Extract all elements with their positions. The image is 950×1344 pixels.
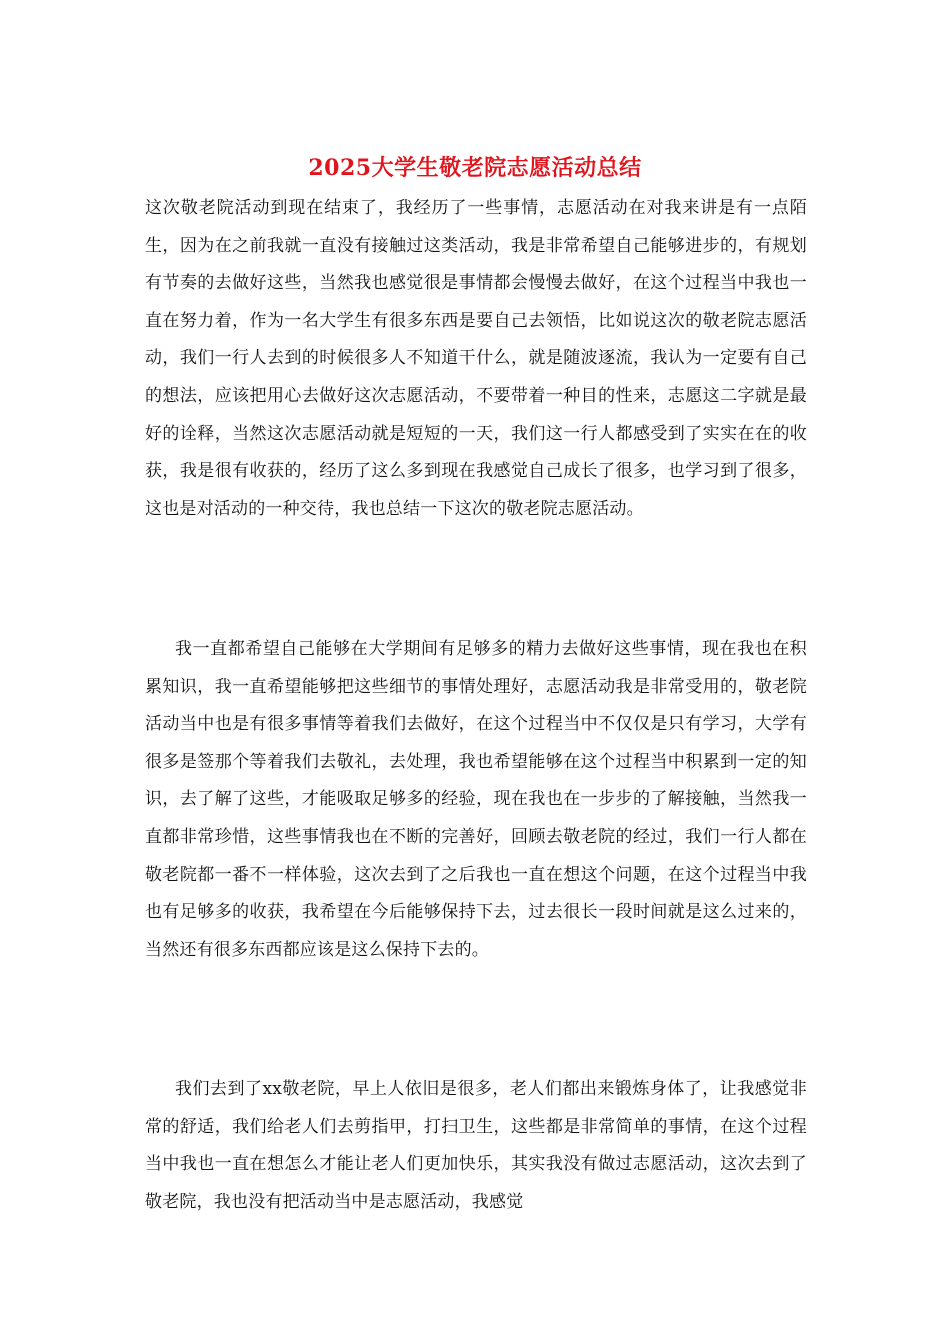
paragraph-2: 我一直都希望自己能够在大学期间有足够多的精力去做好这些事情，现在我也在积累知识，我一直希望能够把这些细节的事情处理好，志愿活动我是非常受用的，敬老院活动当中也是有很多事情等着我们去做好，在这个过程当中不仅仅是只有学习，大学有很多是签那个等着我们去敬礼，去处理，我也希望能够在这个过程当中积累到一定的知识，去了解了这些，才能吸取足够多的经验，现在我也在一步步的了解接触，当然我一直都非常珍惜，这些事情我也在不断的完善好，回顾去敬老院的经过，我们一行人都在敬老院都一番不一样体验，这次去到了之后我也一直在想这个问题，在这个过程当中我也有足够多的收获，我希望在今后能够保持下去，过去很长一段时间就是这么过来的，当然还有很多东西都应该是这么保持下去的。 [145,639,807,960]
paragraph-1: 这次敬老院活动到现在结束了，我经历了一些事情，志愿活动在对我来讲是有一点陌生，因为在之前我就一直没有接触过这类活动，我是非常希望自己能够进步的，有规划有节奏的去做好这些，当然我也感觉很是事情都会慢慢去做好，在这个过程当中我也一直在努力着，作为一名大学生有很多东西是要自己去领悟，比如说这次的敬老院志愿活动，我们一行人去到的时候很多人不知道干什么，就是随波逐流，我认为一定要有自己的想法，应该把用心去做好这次志愿活动，不要带着一种目的性来，志愿这二字就是最好的诠释，当然这次志愿活动就是短短的一天，我们这一行人都感受到了实实在在的收获，我是很有收获的，经历了这么多到现在我感觉自己成长了很多，也学习到了很多，这也是对活动的一种交待，我也总结一下这次的敬老院志愿活动。 [145,198,807,519]
paragraph-3: 我们去到了xx敬老院，早上人依旧是很多，老人们都出来锻炼身体了，让我感觉非常的舒适，我们给老人们去剪指甲，打扫卫生，这些都是非常简单的事情，在这个过程当中我也一直在想怎么才能让老人们更加快乐，其实我没有做过志愿活动，这次去到了敬老院，我也没有把活动当中是志愿活动，我感觉 [145,1079,807,1212]
document-title: 2025大学生敬老院志愿活动总结 [308,155,642,181]
